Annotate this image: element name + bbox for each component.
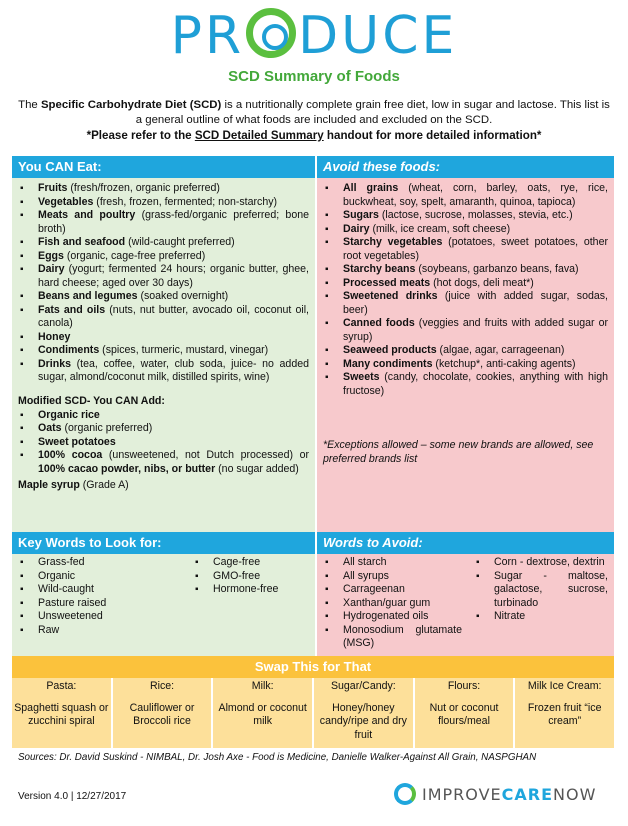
word-avoid-item: ▪ Monosodium glutamate (MSG) [323, 624, 462, 651]
intro-note [87, 129, 542, 142]
swap-value: Cauliflower or Broccoli rice [129, 701, 195, 727]
key-words-col-1 [12, 556, 187, 656]
detailed-summary-link[interactable]: SCD Detailed Summary [194, 129, 324, 142]
swap-label: Flours: [447, 680, 481, 692]
swap-cell [111, 678, 212, 748]
avoid-item [323, 358, 608, 372]
word-avoid-item: ▪ Xanthan/guar gum [323, 597, 462, 611]
word-avoid-item: ▪ All syrups [323, 570, 462, 584]
improvecarenow-icon [394, 783, 416, 805]
modified-scd-item-text-2: (no sugar added) [215, 462, 299, 475]
modified-scd-item [18, 422, 309, 436]
avoid-item-bold: Starchy vegetables [343, 236, 443, 248]
can-eat-item-text: (yogurt; fermented 24 hours; organic butter, ghee, hard cheese; aged over 30 days) [38, 263, 309, 289]
swap-cell [513, 678, 614, 748]
can-eat-item [18, 263, 309, 290]
modified-scd-list [12, 409, 315, 477]
avoid-item-text: (soybeans, garbanzo beans, fava) [415, 263, 579, 275]
produce-logo [0, 6, 628, 66]
swap-label: Rice: [149, 680, 175, 692]
avoid-item [323, 277, 608, 291]
key-word-item: ▪ Raw [18, 624, 181, 638]
can-eat-item [18, 304, 309, 331]
avoid-item [323, 317, 608, 344]
words-avoid-col-2 [468, 556, 614, 656]
logo-o-icon [246, 8, 296, 58]
maple-syrup-note [12, 476, 315, 491]
can-eat-item [18, 250, 309, 264]
swap-value: Spaghetti squash or zucchini spiral [14, 701, 109, 727]
can-eat-item-bold: Fish and seafood [38, 236, 126, 248]
can-eat-item [18, 209, 309, 236]
can-eat-item-bold: Drinks [38, 357, 71, 370]
can-eat-item-text: (fresh/frozen, organic preferred) [67, 182, 220, 194]
note-post: handout for more detailed information* [323, 129, 542, 142]
can-eat-item-text: (soaked overnight) [137, 290, 229, 302]
intro-pre: The [18, 99, 41, 111]
can-eat-item-text: (organic, cage-free preferred) [63, 249, 206, 262]
can-eat-item-text: (fresh, frozen, fermented; non-starchy) [93, 195, 278, 208]
intro-text [18, 98, 610, 144]
avoid-item-text: (wheat, corn, barley, oats, rye, rice, buckwheat, soy, spelt, amaranth, quinoa, tapioca) [343, 182, 608, 208]
modified-scd-item [18, 436, 309, 450]
avoid-item-bold: Many condiments [343, 357, 433, 370]
swap-label: Pasta: [46, 680, 77, 692]
avoid-item-text: (potatoes, sweet potatoes, other root vegetables) [343, 236, 608, 262]
swap-label: Sugar/Candy: [330, 680, 396, 692]
modified-scd-item-bold: Organic rice [38, 408, 100, 421]
modified-scd-item [18, 449, 309, 476]
words-avoid-section [315, 554, 614, 656]
avoid-item [323, 290, 608, 317]
modified-scd-item-text: (organic preferred) [61, 422, 153, 434]
can-eat-item [18, 358, 309, 385]
can-eat-item-bold: Eggs [38, 249, 64, 262]
avoid-item-text: (ketchup*, anti-caking agents) [432, 357, 576, 370]
key-words-section [12, 554, 315, 656]
intro-post: is a nutritionally complete grain free diet, low in sugar and lactose. This list is a general outline of what foods are included and excluded on the SCD. [135, 99, 610, 126]
avoid-item-bold: Sweets [343, 371, 380, 383]
swap-value: Almond or coconut milk [218, 701, 307, 727]
avoid-item-text: (veggies and fruits with added sugar or syrup) [343, 317, 608, 343]
swap-row [12, 678, 614, 748]
avoid-item-text: (hot dogs, deli meat*) [430, 276, 534, 289]
word-avoid-item: ▪ Sugar - maltose, galactose, sucrose, turbinado [474, 570, 608, 611]
keywords-row [12, 554, 614, 656]
can-eat-item [18, 236, 309, 250]
swap-label: Milk: [251, 680, 274, 692]
avoid-item [323, 223, 608, 237]
page-title: SCD Summary of Foods [228, 68, 400, 85]
avoid-item-text: (lactose, sucrose, molasses, stevia, etc.) [378, 209, 573, 221]
swap-cell [12, 678, 111, 748]
avoid-item [323, 182, 608, 209]
avoid-item-text: (juice with added sugar, sodas, beer) [343, 290, 608, 316]
avoid-item-text: (milk, ice cream, soft cheese) [369, 222, 511, 235]
key-word-item: ▪ Unsweetened [18, 610, 181, 624]
can-eat-section [12, 178, 315, 532]
can-eat-item [18, 290, 309, 304]
improvecarenow-text [422, 785, 596, 804]
avoid-item-text: (candy, chocolate, cookies, anything with high fructose) [343, 371, 608, 397]
swap-value: Honey/honey candy/ripe and dry fruit [319, 701, 407, 741]
swap-value: Frozen fruit “ice cream” [527, 701, 602, 727]
avoid-item-bold: Processed meats [343, 276, 431, 289]
logo-text-right: DUCE [298, 6, 458, 66]
foods-row [12, 178, 614, 532]
can-eat-item-bold: Vegetables [38, 195, 94, 208]
key-words-col-2 [187, 556, 315, 656]
version: Version 4.0 | 12/27/2017 [18, 791, 127, 802]
can-eat-item-bold: Condiments [38, 344, 100, 356]
swap-label: Milk Ice Cream: [527, 680, 602, 692]
modified-scd-item-bold: 100% cocoa [38, 449, 103, 461]
can-eat-list [12, 178, 315, 385]
avoid-item-bold: Seaweed products [343, 344, 437, 356]
can-eat-item [18, 182, 309, 196]
can-eat-header: You CAN Eat: [12, 156, 315, 178]
can-eat-item [18, 344, 309, 358]
words-avoid-col-1 [317, 556, 468, 656]
logo-text-left: PR [170, 6, 245, 66]
swap-cell [211, 678, 312, 748]
key-word-item: ▪ Hormone-free [193, 583, 309, 597]
can-eat-item [18, 196, 309, 210]
can-eat-item-bold: Beans and legumes [38, 290, 138, 302]
avoid-header: Avoid these foods: [315, 156, 614, 178]
can-eat-item-bold: Honey [38, 330, 71, 343]
modified-scd-title: Modified SCD- You CAN Add: [18, 394, 165, 407]
swap-cell [413, 678, 514, 748]
can-eat-item-bold: Meats and poultry [38, 209, 136, 221]
avoid-item-bold: Sugars [343, 209, 379, 221]
avoid-item-bold: Canned foods [343, 317, 415, 329]
key-word-item: ▪ Cage-free [193, 556, 309, 570]
can-eat-item-bold: Fruits [38, 182, 68, 194]
word-avoid-item: ▪ Nitrate [474, 610, 608, 624]
can-eat-item-bold: Dairy [38, 263, 65, 275]
sources: Sources: Dr. David Suskind - NIMBAL, Dr. Josh Axe - Food is Medicine, Danielle Walker-Against All Grain, NASPGHAN [18, 752, 537, 763]
avoid-item-bold: Sweetened drinks [343, 290, 438, 302]
note-pre: *Please refer to the [86, 129, 195, 142]
key-word-item: ▪ Wild-caught [18, 583, 181, 597]
org-part-b: CARE [501, 784, 554, 804]
swap-header: Swap This for That [12, 656, 614, 678]
modified-scd-item-bold: Sweet potatoes [38, 435, 116, 448]
org-part-c: NOW [553, 784, 597, 804]
words-avoid-header: Words to Avoid: [315, 532, 614, 554]
can-eat-item-text: (grass-fed/organic preferred; bone broth) [38, 209, 309, 235]
avoid-item [323, 236, 608, 263]
intro-bold: Specific Carbohydrate Diet (SCD) [40, 99, 222, 111]
maple-bold: Maple syrup [18, 479, 80, 491]
word-avoid-item: ▪ Hydrogenated oils [323, 610, 462, 624]
key-word-item: ▪ GMO-free [193, 570, 309, 584]
key-word-item: ▪ Pasture raised [18, 597, 181, 611]
avoid-item-bold: Dairy [343, 222, 370, 235]
avoid-item [323, 263, 608, 277]
modified-scd-item-text: (unsweetened, not Dutch processed) or [102, 449, 310, 461]
word-avoid-item: ▪ Carrageenan [323, 583, 462, 597]
key-words-header: Key Words to Look for: [12, 532, 315, 554]
modified-scd-item-bold-2: 100% cacao powder, nibs, or butter [38, 462, 216, 475]
key-word-item: ▪ Organic [18, 570, 181, 584]
can-eat-item-text: (nuts, nut butter, avocado oil, coconut oil, canola) [38, 303, 309, 329]
exceptions-note: *Exceptions allowed – some new brands are allowed, see preferred brands list [323, 439, 594, 465]
swap-value: Nut or coconut flours/meal [429, 701, 499, 727]
modified-scd-item [18, 409, 309, 423]
can-eat-item-bold: Fats and oils [38, 303, 106, 316]
avoid-list [317, 178, 614, 398]
avoid-item-bold: Starchy beans [343, 263, 416, 275]
avoid-item [323, 371, 608, 398]
swap-cell [312, 678, 413, 748]
can-eat-item-text: (wild-caught preferred) [125, 236, 235, 248]
avoid-item-bold: All grains [343, 182, 399, 194]
can-eat-item-text: (tea, coffee, water, club soda, juice- no added sugar, almond/coconut milk, distilled spirits, wine) [38, 357, 309, 383]
modified-scd-item-bold: Oats [38, 422, 62, 434]
org-part-a: IMPROVE [422, 784, 502, 804]
avoid-item [323, 209, 608, 223]
header-row-1 [12, 156, 614, 178]
can-eat-item [18, 331, 309, 345]
maple-text: (Grade A) [79, 479, 129, 491]
avoid-item-text: (algae, agar, carrageenan) [436, 344, 565, 356]
header-row-2 [12, 532, 614, 554]
can-eat-item-text: (spices, turmeric, mustard, vinegar) [99, 344, 269, 356]
word-avoid-item: ▪ Corn - dextrose, dextrin [474, 556, 608, 570]
word-avoid-item: ▪ All starch [323, 556, 462, 570]
improvecarenow-logo [394, 783, 596, 805]
key-word-item: ▪ Grass-fed [18, 556, 181, 570]
food-grid [12, 156, 614, 748]
avoid-item [323, 344, 608, 358]
avoid-section [315, 178, 614, 532]
